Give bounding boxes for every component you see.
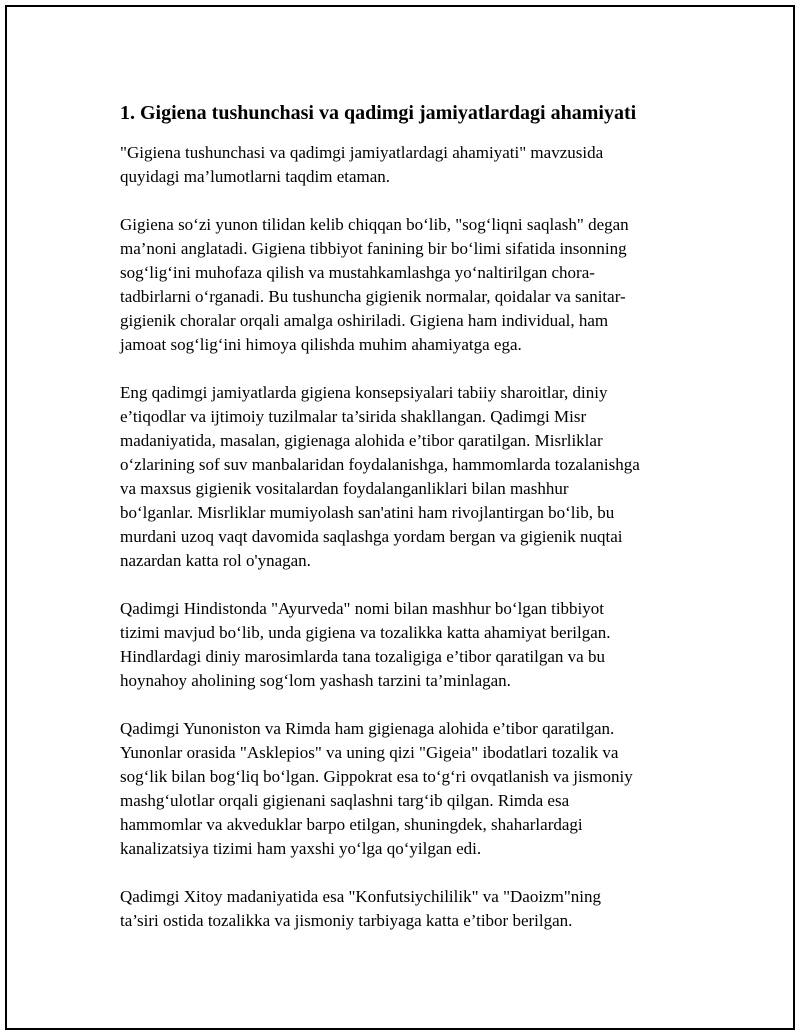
- paragraph: [120, 213, 700, 357]
- text-line: tizimi mavjud bo‘lib, unda gigiena va tozalikka katta ahamiyat berilgan.: [120, 623, 611, 642]
- text-line: hoynahoy aholining sog‘lom yashash tarzini ta’minlagan.: [120, 671, 511, 690]
- text-line: sog‘lik bilan bog‘liq bo‘lgan. Gippokrat esa to‘g‘ri ovqatlanish va jismoniy: [120, 767, 633, 786]
- text-line: nazardan katta rol o'ynagan.: [120, 551, 311, 570]
- text-line: ta’siri ostida tozalikka va jismoniy tarbiyaga katta e’tibor berilgan.: [120, 911, 573, 930]
- text-line: mashg‘ulotlar orqali gigienani saqlashni targ‘ib qilgan. Rimda esa: [120, 791, 570, 810]
- text-line: sog‘lig‘ini muhofaza qilish va mustahkamlashga yo‘naltirilgan chora-: [120, 263, 595, 282]
- text-line: Gigiena so‘zi yunon tilidan kelib chiqqan bo‘lib, "sog‘liqni saqlash" degan: [120, 215, 629, 234]
- text-line: ma’noni anglatadi. Gigiena tibbiyot fanining bir bo‘limi sifatida insonning: [120, 239, 627, 258]
- text-line: murdani uzoq vaqt davomida saqlashga yordam bergan va gigienik nuqtai: [120, 527, 623, 546]
- paragraph: [120, 717, 700, 861]
- paragraph: [120, 381, 700, 573]
- paragraph: [120, 597, 700, 693]
- text-line: Qadimgi Xitoy madaniyatida esa "Konfutsiychililik" va "Daoizm"ning: [120, 887, 601, 906]
- paragraph: [120, 885, 700, 933]
- document-page: [5, 5, 795, 1030]
- text-line: hammomlar va akveduklar barpo etilgan, shuningdek, shaharlardagi: [120, 815, 583, 834]
- text-line: o‘zlarining sof suv manbalaridan foydalanishga, hammomlarda tozalanishga: [120, 455, 640, 474]
- text-line: quyidagi ma’lumotlarni taqdim etaman.: [120, 167, 391, 186]
- text-line: kanalizatsiya tizimi ham yaxshi yo‘lga qo‘yilgan edi.: [120, 839, 482, 858]
- text-line: Eng qadimgi jamiyatlarda gigiena konsepsiyalari tabiiy sharoitlar, diniy: [120, 383, 608, 402]
- text-line: e’tiqodlar va ijtimoiy tuzilmalar ta’sirida shakllangan. Qadimgi Misr: [120, 407, 587, 426]
- text-line: Hindlardagi diniy marosimlarda tana tozaligiga e’tibor qaratilgan va bu: [120, 647, 605, 666]
- text-line: jamoat sog‘lig‘ini himoya qilishda muhim ahamiyatga ega.: [120, 335, 522, 354]
- text-line: "Gigiena tushunchasi va qadimgi jamiyatlardagi ahamiyati" mavzusida: [120, 143, 604, 162]
- paragraph: [120, 141, 700, 189]
- text-line: gigienik choralar orqali amalga oshiriladi. Gigiena ham individual, ham: [120, 311, 609, 330]
- text-line: Yunonlar orasida "Asklepios" va uning qizi "Gigeia" ibodatlari tozalik va: [120, 743, 619, 762]
- text-line: va maxsus gigienik vositalardan foydalanganliklari bilan mashhur: [120, 479, 569, 498]
- text-line: bo‘lganlar. Misrliklar mumiyolash san'atini ham rivojlantirgan bo‘lib, bu: [120, 503, 615, 522]
- document-content: [120, 99, 700, 957]
- text-line: Qadimgi Hindistonda "Ayurveda" nomi bilan mashhur bo‘lgan tibbiyot: [120, 599, 605, 618]
- page-title: 1. Gigiena tushunchasi va qadimgi jamiyatlardagi ahamiyati: [120, 102, 637, 124]
- text-line: tadbirlarni o‘rganadi. Bu tushuncha gigienik normalar, qoidalar va sanitar-: [120, 287, 626, 306]
- text-line: madaniyatida, masalan, gigienaga alohida e’tibor qaratilgan. Misrliklar: [120, 431, 603, 450]
- text-line: Qadimgi Yunoniston va Rimda ham gigienaga alohida e’tibor qaratilgan.: [120, 719, 615, 738]
